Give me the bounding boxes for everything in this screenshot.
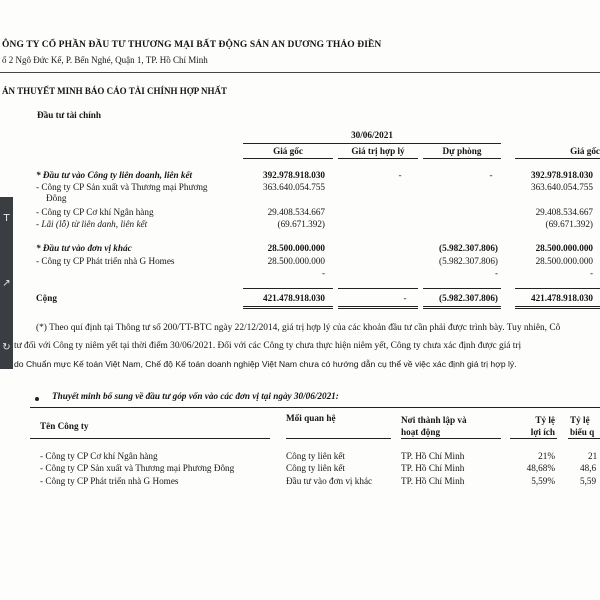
- supp-col-company: Tên Công ty: [40, 421, 89, 431]
- date-header-rule: [243, 143, 501, 144]
- subsection-title: Đầu tư tài chính: [37, 110, 101, 120]
- supp-row-relation: Đầu tư vào đơn vị khác: [286, 476, 373, 486]
- total-cost-prior: 421.478.918.030: [530, 293, 593, 303]
- text-icon[interactable]: T: [3, 213, 10, 224]
- supp-col-ratio-1: Tỷ lệ: [535, 415, 555, 425]
- supp-col-relation: Mối quan hệ: [286, 413, 336, 423]
- section-title: ẢN THUYẾT MINH BÁO CÁO TÀI CHÍNH HỢP NHẤT: [2, 86, 228, 96]
- note-line: (*) Theo quí định tại Thông tư số 200/TT-BTC ngày 22/12/2014, giá trị hợp lý của các khoản đầu tư cần phải được trình bày. Tuy nhiên, Cô: [36, 323, 561, 333]
- total-rule: [515, 288, 600, 289]
- col-rule: [515, 158, 600, 159]
- row-cost: -: [321, 268, 325, 278]
- row-cost-prior: 28.500.000.000: [535, 243, 593, 253]
- total-rule: [243, 288, 333, 289]
- floating-toolbar: [0, 197, 13, 369]
- row-cost: 29.408.534.667: [267, 207, 325, 217]
- total-cost: 421.478.918.030: [262, 293, 325, 303]
- row-cost-prior: -: [589, 268, 593, 278]
- refresh-icon[interactable]: ↻: [2, 342, 11, 353]
- row-cost-prior: 28.500.000.000: [535, 256, 593, 266]
- row-provision: (5.982.307.806): [439, 256, 498, 266]
- supp-row-place: TP. Hồ Chí Minh: [401, 476, 465, 486]
- supp-row-company: - Công ty CP Sản xuất và Thương mại Phương Đông: [40, 463, 235, 473]
- row-provision: -: [494, 268, 498, 278]
- note-line: tư đối với Công ty niêm yết tại thời điểm 30/06/2021. Đối với các Công ty chưa thực hiện niêm yết, Công ty chưa xác định được giá trị: [14, 341, 522, 351]
- col-provision: Dự phòng: [442, 146, 482, 156]
- supp-col-rule: [286, 438, 391, 439]
- row-label: - Công ty CP Sản xuất và Thương mại Phương: [36, 182, 208, 192]
- supp-row-place: TP. Hồ Chí Minh: [401, 451, 465, 461]
- supp-col-place-1: Nơi thành lập và: [401, 415, 467, 425]
- row-cost: (69.671.392): [277, 219, 325, 229]
- col-cost-prior: Giá gốc: [570, 146, 600, 156]
- total-rule: [423, 288, 501, 289]
- supp-col-place-2: hoạt động: [401, 427, 441, 437]
- supp-row-ratio: 5,59%: [531, 476, 555, 486]
- row-cost: 28.500.000.000: [267, 256, 325, 266]
- row-label: * Đầu tư vào đơn vị khác: [36, 243, 132, 253]
- col-rule: [423, 158, 501, 159]
- row-fair: -: [398, 170, 402, 180]
- company-name: ÔNG TY CỔ PHẦN ĐẦU TƯ THƯƠNG MẠI BẤT ĐỘNG SẢN AN DƯƠNG THẢO ĐIỀN: [2, 40, 382, 50]
- supp-row-place: TP. Hồ Chí Minh: [401, 463, 465, 473]
- total-provision: (5.982.307.806): [439, 293, 498, 303]
- total-label: Cộng: [36, 293, 57, 303]
- supp-row-ratio: 21%: [538, 451, 555, 461]
- col-rule: [338, 158, 418, 159]
- col-cost: Giá gốc: [273, 146, 303, 156]
- row-label: - Công ty CP Phát triển nhà G Homes: [36, 256, 175, 266]
- supp-col-rule: [30, 438, 270, 439]
- row-provision: (5.982.307.806): [439, 243, 498, 253]
- row-label: - Lãi (lỗ) từ liên danh, liên kết: [36, 219, 148, 229]
- row-cost-prior: 363.640.054.755: [530, 182, 593, 192]
- row-cost: 28.500.000.000: [267, 243, 325, 253]
- supp-col-rule: [401, 438, 501, 439]
- bullet: [35, 397, 39, 401]
- header-divider: [0, 72, 600, 73]
- supp-row-vote: 48,6: [580, 463, 597, 473]
- date-header: 30/06/2021: [351, 130, 393, 140]
- total-rule: [338, 288, 418, 289]
- row-cost: 392.978.918.030: [262, 170, 325, 180]
- supp-row-ratio: 48,68%: [526, 463, 555, 473]
- row-label-cont: Đông: [46, 193, 67, 203]
- total-double-rule: [515, 306, 600, 309]
- col-fair-value: Giá trị hợp lý: [351, 146, 405, 156]
- row-cost: 363.640.054.755: [262, 182, 325, 192]
- supp-row-vote: 5,59: [580, 476, 597, 486]
- supp-row-company: - Công ty CP Phát triển nhà G Homes: [40, 476, 179, 486]
- supp-row-relation: Công ty liên kết: [286, 451, 345, 461]
- supp-row-company: - Công ty CP Cơ khí Ngân hàng: [40, 451, 158, 461]
- supp-col-vote-2: biểu q: [570, 427, 595, 437]
- total-double-rule: [423, 306, 501, 309]
- supp-top-rule: [30, 407, 600, 408]
- company-address: ố 2 Ngô Đức Kế, P. Bến Nghé, Quận 1, TP. Hồ Chí Minh: [2, 55, 208, 65]
- row-label: - Công ty CP Cơ khí Ngân hàng: [36, 207, 154, 217]
- row-cost-prior: (69.671.392): [545, 219, 593, 229]
- row-cost-prior: 29.408.534.667: [535, 207, 593, 217]
- total-fair: -: [403, 293, 407, 303]
- share-icon[interactable]: ↗: [2, 278, 11, 289]
- total-double-rule: [338, 306, 418, 309]
- supp-col-ratio-2: lợi ích: [530, 427, 555, 437]
- col-rule: [243, 158, 333, 159]
- total-double-rule: [243, 306, 333, 309]
- row-label: * Đầu tư vào Công ty liên doanh, liên kết: [36, 170, 193, 180]
- row-cost-prior: 392.978.918.030: [530, 170, 593, 180]
- supp-col-rule: [568, 438, 600, 439]
- supp-row-relation: Công ty liên kết: [286, 463, 345, 473]
- supp-col-vote-1: Tỷ lệ: [570, 415, 590, 425]
- note-line: do Chuẩn mực Kế toán Việt Nam, Chế độ Kế toán doanh nghiệp Việt Nam chưa có hướng dẫn cụ thể về việc xác định giá trị hợp lý.: [14, 359, 517, 369]
- supp-row-vote: 21: [588, 451, 598, 461]
- row-provision: -: [489, 170, 493, 180]
- supplement-title: Thuyết minh bổ sung về đầu tư góp vốn vào các đơn vị tại ngày 30/06/2021:: [52, 391, 339, 401]
- supp-col-rule: [510, 438, 557, 439]
